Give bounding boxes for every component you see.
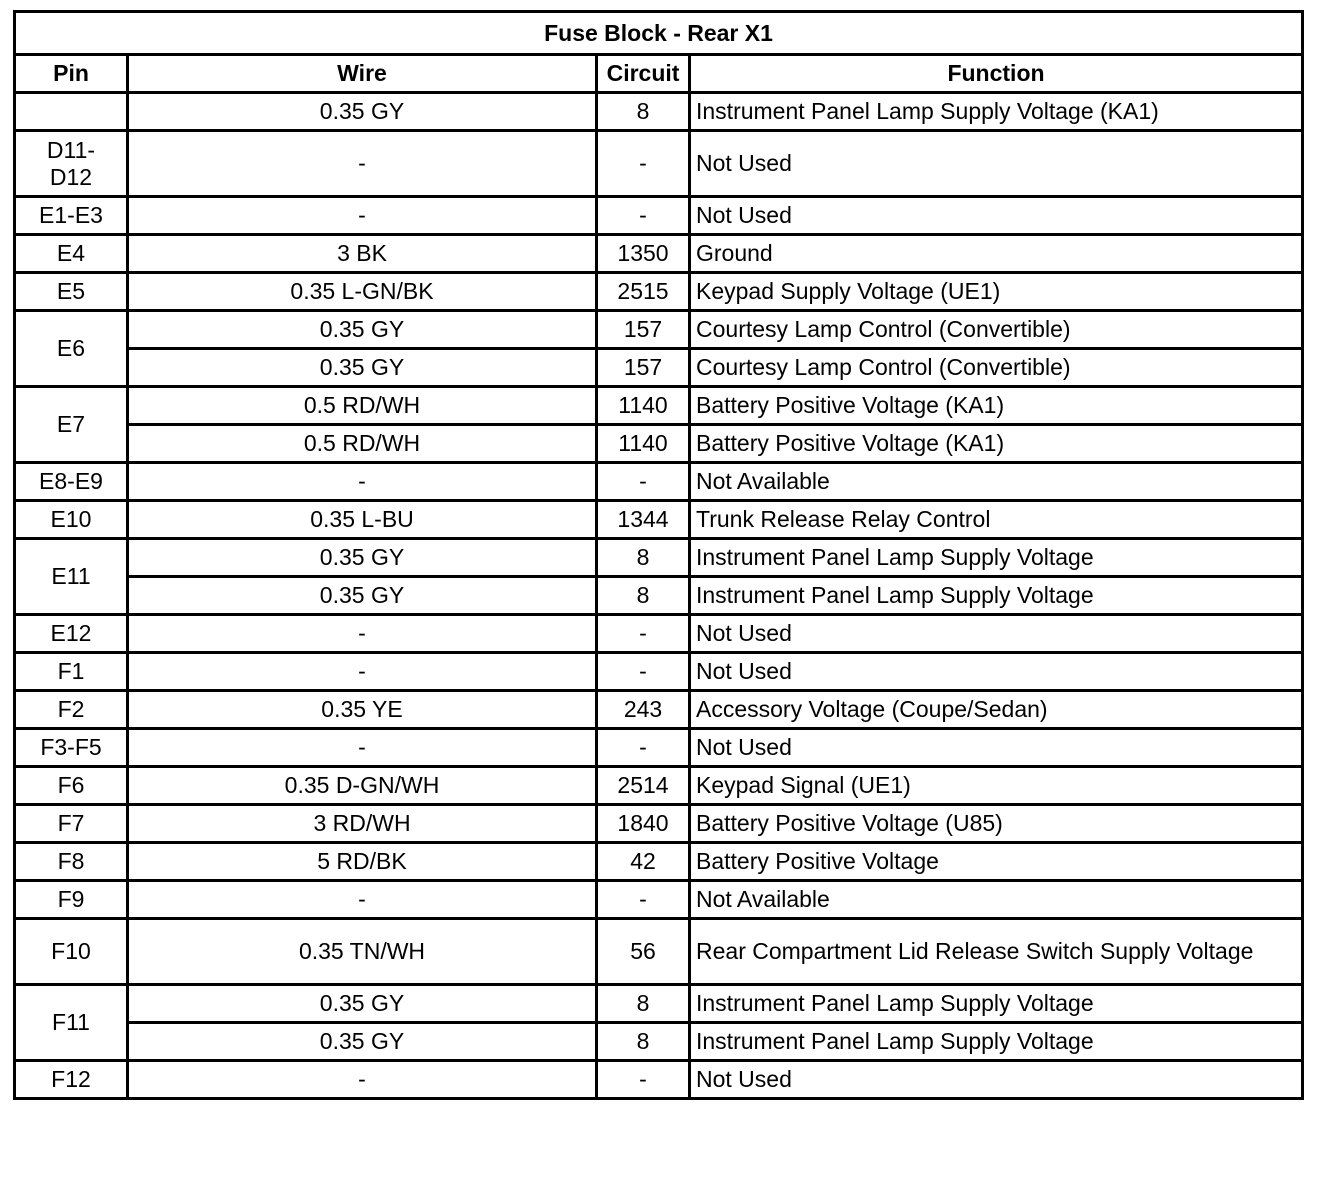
function-cell: Battery Positive Voltage — [690, 843, 1303, 881]
function-cell: Instrument Panel Lamp Supply Voltage (KA1) — [690, 93, 1303, 131]
circuit-cell: - — [597, 463, 690, 501]
wire-cell: 0.35 D-GN/WH — [128, 767, 597, 805]
wire-cell: 0.35 L-GN/BK — [128, 273, 597, 311]
circuit-cell: - — [597, 131, 690, 197]
pin-cell: F11 — [15, 985, 128, 1061]
function-cell: Instrument Panel Lamp Supply Voltage — [690, 539, 1303, 577]
circuit-cell: 8 — [597, 539, 690, 577]
circuit-cell: 1344 — [597, 501, 690, 539]
function-cell: Ground — [690, 235, 1303, 273]
table-row — [15, 577, 1303, 615]
pin-cell: F9 — [15, 881, 128, 919]
table-row — [15, 235, 1303, 273]
table-row — [15, 881, 1303, 919]
wire-cell: - — [128, 131, 597, 197]
table-row — [15, 387, 1303, 425]
table-row — [15, 273, 1303, 311]
table-row — [15, 691, 1303, 729]
circuit-cell: 1140 — [597, 425, 690, 463]
pin-cell: E6 — [15, 311, 128, 387]
pin-cell: E12 — [15, 615, 128, 653]
header-wire: Wire — [128, 55, 597, 93]
circuit-cell: 1140 — [597, 387, 690, 425]
wire-cell: 0.35 GY — [128, 1023, 597, 1061]
table-row — [15, 93, 1303, 131]
circuit-cell: 8 — [597, 577, 690, 615]
wire-cell: - — [128, 197, 597, 235]
wire-cell: - — [128, 463, 597, 501]
table-row — [15, 197, 1303, 235]
pin-cell: F3-F5 — [15, 729, 128, 767]
function-cell: Battery Positive Voltage (KA1) — [690, 425, 1303, 463]
wire-cell: 5 RD/BK — [128, 843, 597, 881]
pin-cell: F1 — [15, 653, 128, 691]
function-cell: Not Available — [690, 881, 1303, 919]
wire-cell: 0.35 TN/WH — [128, 919, 597, 985]
wire-cell: 0.35 GY — [128, 311, 597, 349]
circuit-cell: 1350 — [597, 235, 690, 273]
circuit-cell: 157 — [597, 349, 690, 387]
table-row — [15, 463, 1303, 501]
circuit-cell: - — [597, 615, 690, 653]
wire-cell: 0.5 RD/WH — [128, 387, 597, 425]
pin-cell: E1-E3 — [15, 197, 128, 235]
table-row — [15, 501, 1303, 539]
wire-cell: 0.35 GY — [128, 985, 597, 1023]
wire-cell: - — [128, 881, 597, 919]
pin-cell: D11- D12 — [15, 131, 128, 197]
pin-cell: E10 — [15, 501, 128, 539]
wire-cell: 0.35 GY — [128, 349, 597, 387]
wire-cell: 3 BK — [128, 235, 597, 273]
function-cell: Accessory Voltage (Coupe/Sedan) — [690, 691, 1303, 729]
fuse-block-table — [13, 10, 1304, 1100]
pin-cell: E8-E9 — [15, 463, 128, 501]
circuit-cell: 42 — [597, 843, 690, 881]
table-row — [15, 131, 1303, 197]
pin-cell: F12 — [15, 1061, 128, 1099]
function-cell: Not Used — [690, 1061, 1303, 1099]
wire-cell: 0.35 YE — [128, 691, 597, 729]
table-row — [15, 843, 1303, 881]
function-cell: Keypad Supply Voltage (UE1) — [690, 273, 1303, 311]
circuit-cell: 2515 — [597, 273, 690, 311]
function-cell: Not Used — [690, 197, 1303, 235]
circuit-cell: 8 — [597, 985, 690, 1023]
function-cell: Battery Positive Voltage (U85) — [690, 805, 1303, 843]
wire-cell: - — [128, 1061, 597, 1099]
table-row — [15, 919, 1303, 985]
pin-cell: F7 — [15, 805, 128, 843]
table-row — [15, 539, 1303, 577]
circuit-cell: 157 — [597, 311, 690, 349]
table-row — [15, 349, 1303, 387]
header-row — [15, 55, 1303, 93]
circuit-cell: 8 — [597, 1023, 690, 1061]
pin-cell — [15, 93, 128, 131]
function-cell: Courtesy Lamp Control (Convertible) — [690, 349, 1303, 387]
pin-cell: E5 — [15, 273, 128, 311]
function-cell: Not Used — [690, 131, 1303, 197]
header-pin: Pin — [15, 55, 128, 93]
function-cell: Not Used — [690, 653, 1303, 691]
circuit-cell: 8 — [597, 93, 690, 131]
header-function: Function — [690, 55, 1303, 93]
circuit-cell: - — [597, 1061, 690, 1099]
pin-cell: E7 — [15, 387, 128, 463]
circuit-cell: 56 — [597, 919, 690, 985]
circuit-cell: - — [597, 197, 690, 235]
function-cell: Instrument Panel Lamp Supply Voltage — [690, 985, 1303, 1023]
pin-cell: F6 — [15, 767, 128, 805]
table-row — [15, 1023, 1303, 1061]
function-cell: Instrument Panel Lamp Supply Voltage — [690, 1023, 1303, 1061]
wire-cell: 0.35 GY — [128, 93, 597, 131]
wire-cell: 0.35 L-BU — [128, 501, 597, 539]
wire-cell: - — [128, 653, 597, 691]
function-cell: Trunk Release Relay Control — [690, 501, 1303, 539]
function-cell: Keypad Signal (UE1) — [690, 767, 1303, 805]
title-row — [15, 12, 1303, 55]
circuit-cell: 2514 — [597, 767, 690, 805]
wire-cell: - — [128, 615, 597, 653]
pin-cell: F2 — [15, 691, 128, 729]
table-row — [15, 767, 1303, 805]
function-cell: Battery Positive Voltage (KA1) — [690, 387, 1303, 425]
wire-cell: 3 RD/WH — [128, 805, 597, 843]
pin-cell: F8 — [15, 843, 128, 881]
wire-cell: 0.35 GY — [128, 539, 597, 577]
circuit-cell: - — [597, 881, 690, 919]
table-row — [15, 653, 1303, 691]
circuit-cell: 1840 — [597, 805, 690, 843]
table-row — [15, 615, 1303, 653]
table-row — [15, 805, 1303, 843]
function-cell: Courtesy Lamp Control (Convertible) — [690, 311, 1303, 349]
function-cell: Not Available — [690, 463, 1303, 501]
wire-cell: - — [128, 729, 597, 767]
table-row — [15, 311, 1303, 349]
table-row — [15, 425, 1303, 463]
wire-cell: 0.35 GY — [128, 577, 597, 615]
circuit-cell: - — [597, 653, 690, 691]
table-row — [15, 729, 1303, 767]
pin-cell: F10 — [15, 919, 128, 985]
pin-cell: E4 — [15, 235, 128, 273]
function-cell: Instrument Panel Lamp Supply Voltage — [690, 577, 1303, 615]
function-cell: Not Used — [690, 615, 1303, 653]
function-cell: Rear Compartment Lid Release Switch Supply Voltage — [690, 919, 1303, 985]
table-row — [15, 1061, 1303, 1099]
pin-cell: E11 — [15, 539, 128, 615]
table-title: Fuse Block - Rear X1 — [15, 12, 1303, 55]
header-circuit: Circuit — [597, 55, 690, 93]
circuit-cell: - — [597, 729, 690, 767]
wire-cell: 0.5 RD/WH — [128, 425, 597, 463]
function-cell: Not Used — [690, 729, 1303, 767]
circuit-cell: 243 — [597, 691, 690, 729]
table-row — [15, 985, 1303, 1023]
